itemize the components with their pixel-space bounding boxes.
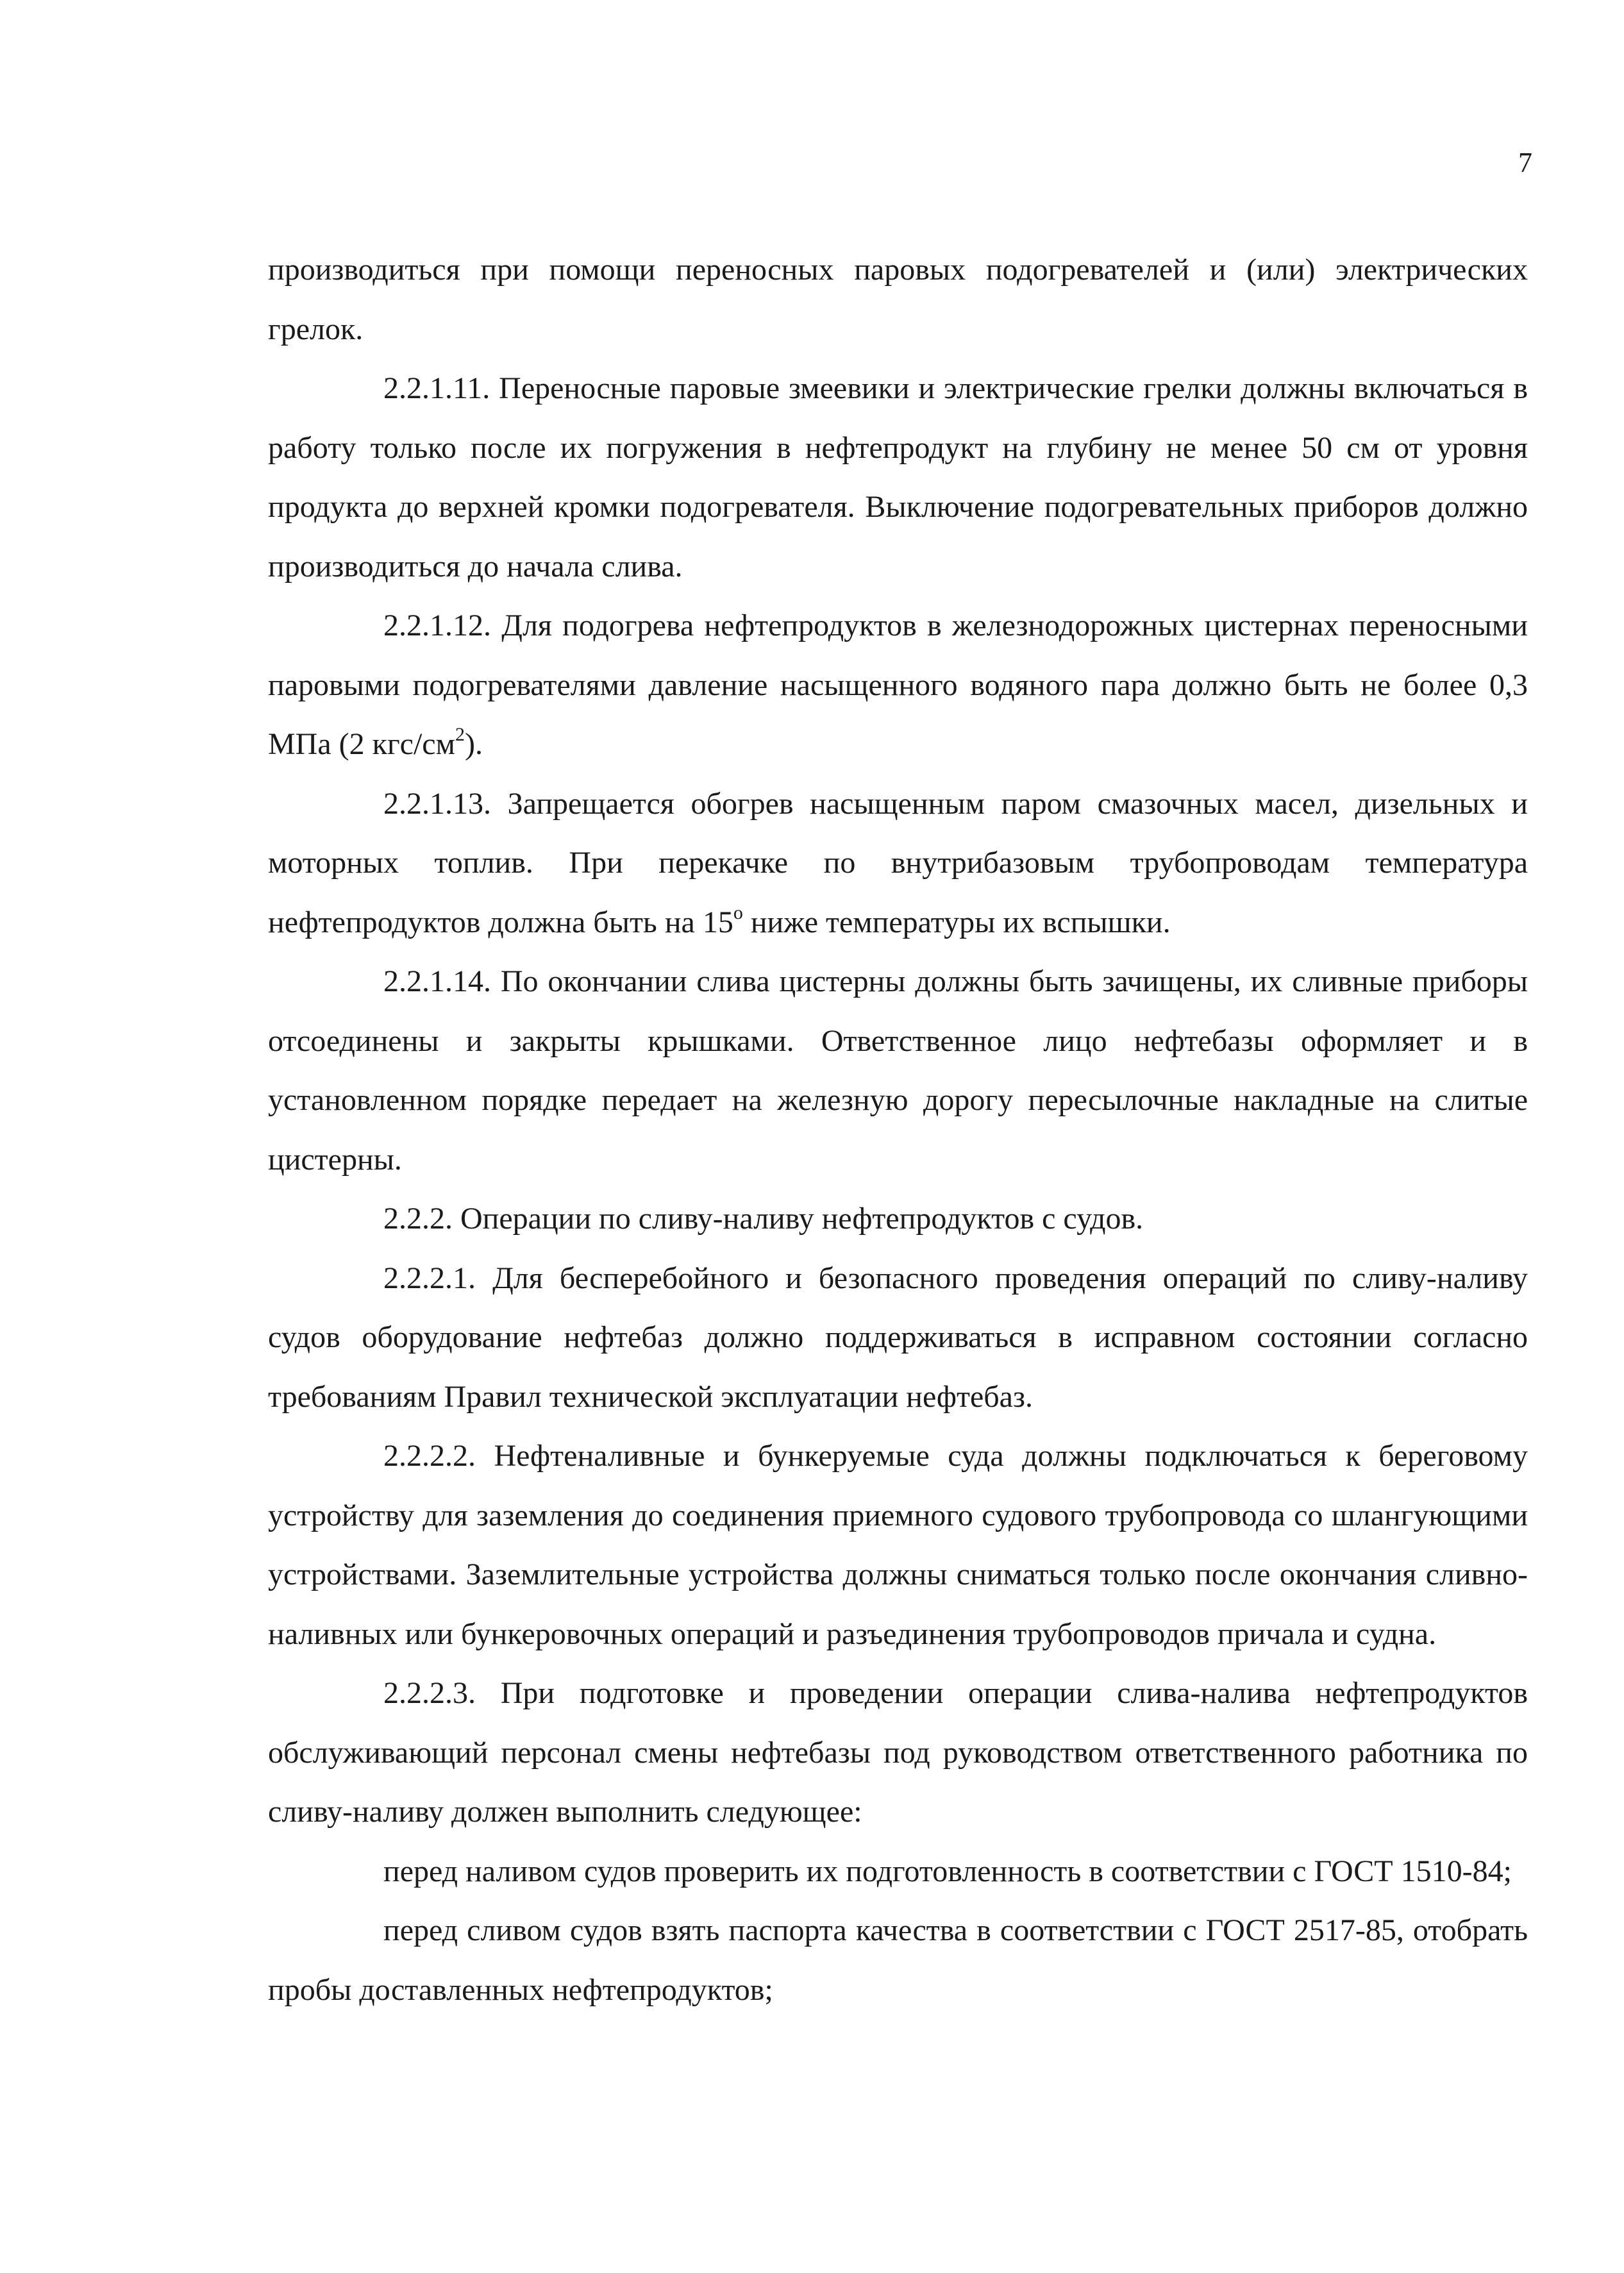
page-number: 7 (1518, 147, 1532, 178)
paragraph-text: 2.2.1.12. Для подогрева нефтепродуктов в железнодорожных цистернах переносными паровыми подогревателями давление насыщенного водяного пара должно быть не более 0,3 МПа (2 кгс/см (268, 608, 1528, 761)
list-item-before-loading: перед наливом судов проверить их подготовленность в соответствии с ГОСТ 1510-84; (383, 1854, 1512, 1888)
paragraph-2-2-1-14: 2.2.1.14. По окончании слива цистерны должны быть зачищены, их сливные приборы отсоединены и закрыты крышками. Ответственное лицо нефтебазы оформляет и в установленном порядке передает на железную дорогу пересылочные накладные на слитые цистерны. (268, 964, 1528, 1177)
paragraph-2-2-1-11: 2.2.1.11. Переносные паровые змеевики и электрические грелки должны включаться в работу только после их погружения в нефтепродукт на глубину не менее 50 см от уровня продукта до верхней кромки подогревателя. Выключение подогревательных приборов должно производиться до начала слива. (268, 371, 1528, 583)
paragraph-2-2-2-2: 2.2.2.2. Нефтеналивные и бункеруемые суда должны подключаться к береговому устройству для заземления до соединения приемного судового трубопровода со шлангующими устройствами. Заземлительные устройства должны сниматься только после окончания сливно-наливных или бункеровочных операций и разъединения трубопроводов причала и судна. (268, 1439, 1528, 1651)
paragraph-text: ). (464, 727, 483, 761)
paragraph-2-2-2-3: 2.2.2.3. При подготовке и проведении операции слива-налива нефтепродуктов обслуживающий персонал смены нефтебазы под руководством ответственного работника по сливу-наливу должен выполнить следующее: (268, 1676, 1528, 1829)
paragraph-2-2-1-12 (268, 596, 1528, 775)
paragraph-2-2-1-13 (268, 775, 1528, 953)
paragraph-text: ниже температуры их вспышки. (742, 905, 1171, 939)
paragraph-2-2-2: 2.2.2. Операции по сливу-наливу нефтепродуктов с судов. (383, 1202, 1144, 1236)
superscript: 2 (455, 724, 465, 745)
paragraph-continuation: производиться при помощи переносных паровых подогревателей и (или) электрических грелок. (268, 253, 1528, 346)
paragraph-2-2-2-1: 2.2.2.1. Для бесперебойного и безопасного проведения операций по сливу-наливу судов оборудование нефтебаз должно поддерживаться в исправном состоянии согласно требованиям Правил технической эксплуатации нефтебаз. (268, 1261, 1528, 1414)
paragraph-text: 2.2.1.13. Запрещается обогрев насыщенным паром смазочных масел, дизельных и моторных топлив. При перекачке по внутрибазовым трубопроводам температура нефтепродуктов должна быть на 15 (268, 786, 1528, 939)
superscript: o (733, 902, 743, 923)
document-body (268, 240, 1528, 2020)
list-item-before-unloading: перед сливом судов взять паспорта качества в соответствии с ГОСТ 2517-85, отобрать пробы доставленных нефтепродуктов; (268, 1913, 1528, 2007)
